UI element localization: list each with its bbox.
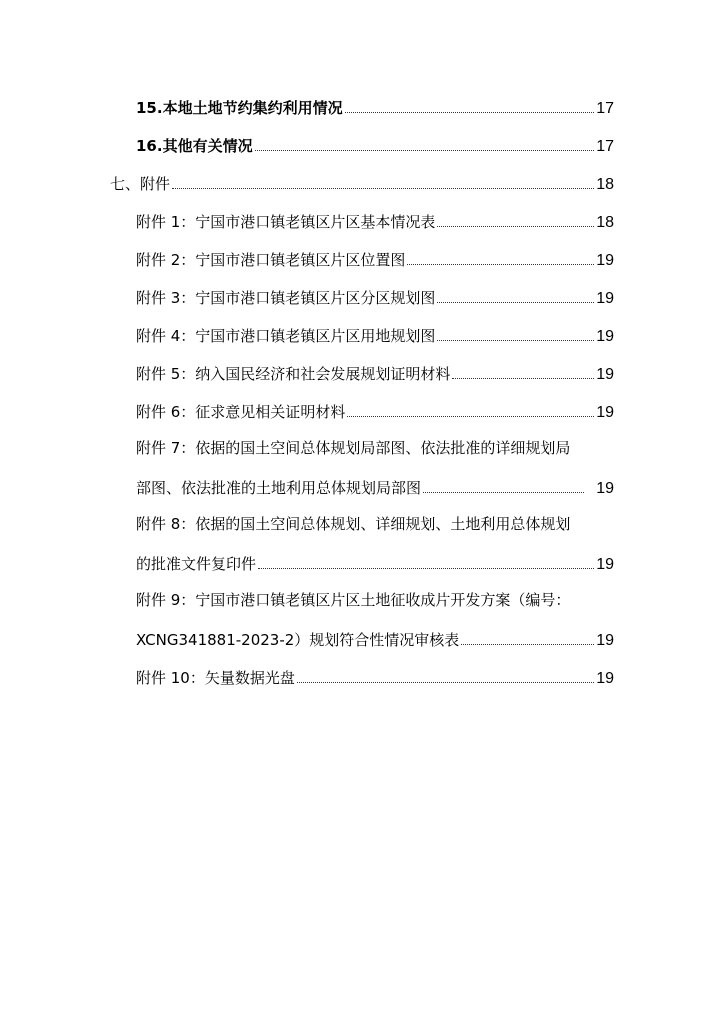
toc-label: 附件 2：宁国市港口镇老镇区片区位置图 bbox=[136, 251, 406, 269]
toc-label: 附件 5：纳入国民经济和社会发展规划证明材料 bbox=[136, 365, 451, 383]
toc-label: 附件 3：宁国市港口镇老镇区片区分区规划图 bbox=[136, 289, 436, 307]
toc-section-7[interactable] bbox=[110, 170, 614, 194]
toc-attachment-8[interactable] bbox=[136, 550, 614, 574]
toc-leader-dots bbox=[297, 682, 594, 683]
toc-attachment-4[interactable] bbox=[136, 322, 614, 346]
toc-attachment-9-line1[interactable]: 附件 9：宁国市港口镇老镇区片区土地征收成片开发方案（编号： bbox=[136, 591, 571, 609]
toc-leader-dots bbox=[172, 188, 594, 189]
toc-label: XCNG341881-2023-2）规划符合性情况审核表 bbox=[136, 631, 460, 649]
toc-label: 附件 6：征求意见相关证明材料 bbox=[136, 403, 346, 421]
toc-label: 15.本地土地节约集约利用情况 bbox=[136, 99, 343, 117]
toc-leader-dots bbox=[345, 112, 595, 113]
toc-entry-15[interactable] bbox=[136, 94, 614, 118]
toc-attachment-6[interactable] bbox=[136, 398, 614, 422]
toc-label: 附件 4：宁国市港口镇老镇区片区用地规划图 bbox=[136, 327, 436, 345]
toc-label: 的批准文件复印件 bbox=[136, 555, 257, 573]
toc-page-number: 19 bbox=[596, 480, 614, 497]
toc-label: 附件 1：宁国市港口镇老镇区片区基本情况表 bbox=[136, 213, 436, 231]
toc-page-number: 19 bbox=[596, 252, 614, 269]
toc-page-number: 18 bbox=[596, 214, 614, 231]
toc-entry-16[interactable] bbox=[136, 132, 614, 156]
toc-page-number: 19 bbox=[596, 404, 614, 421]
toc-attachment-5[interactable] bbox=[136, 360, 614, 384]
toc-page-number: 18 bbox=[596, 176, 614, 193]
toc-page-number: 19 bbox=[596, 366, 614, 383]
toc-attachment-2[interactable] bbox=[136, 246, 614, 270]
toc-page-number: 17 bbox=[596, 100, 614, 117]
toc-page-number: 17 bbox=[596, 138, 614, 155]
toc-leader-dots bbox=[255, 150, 595, 151]
toc-label: 16.其他有关情况 bbox=[136, 137, 253, 155]
toc-leader-dots bbox=[437, 226, 594, 227]
toc-attachment-7-line1[interactable]: 附件 7：依据的国土空间总体规划局部图、依法批准的详细规划局 bbox=[136, 439, 571, 457]
toc-leader-dots bbox=[258, 568, 594, 569]
toc-label: 七、附件 bbox=[110, 175, 171, 193]
toc-attachment-7[interactable] bbox=[136, 474, 614, 498]
toc-leader-dots bbox=[461, 644, 594, 645]
toc-page-number: 19 bbox=[596, 328, 614, 345]
toc-page-number: 19 bbox=[596, 556, 614, 573]
toc-page-number: 19 bbox=[596, 670, 614, 687]
toc-attachment-3[interactable] bbox=[136, 284, 614, 308]
toc-page-number: 19 bbox=[596, 632, 614, 649]
toc-attachment-9[interactable] bbox=[136, 626, 614, 650]
toc-attachment-10[interactable] bbox=[136, 664, 614, 688]
toc-attachment-1[interactable] bbox=[136, 208, 614, 232]
toc-leader-dots bbox=[437, 302, 594, 303]
toc-leader-dots bbox=[423, 492, 584, 493]
toc-attachment-8-line1[interactable]: 附件 8：依据的国土空间总体规划、详细规划、土地利用总体规划 bbox=[136, 515, 571, 533]
toc-label: 部图、依法批准的土地利用总体规划局部图 bbox=[136, 479, 422, 497]
toc-leader-dots bbox=[347, 416, 594, 417]
toc-leader-dots bbox=[437, 340, 594, 341]
toc-leader-dots bbox=[407, 264, 594, 265]
toc-page-number: 19 bbox=[596, 290, 614, 307]
toc-label: 附件 10：矢量数据光盘 bbox=[136, 669, 295, 687]
toc-leader-dots bbox=[452, 378, 594, 379]
